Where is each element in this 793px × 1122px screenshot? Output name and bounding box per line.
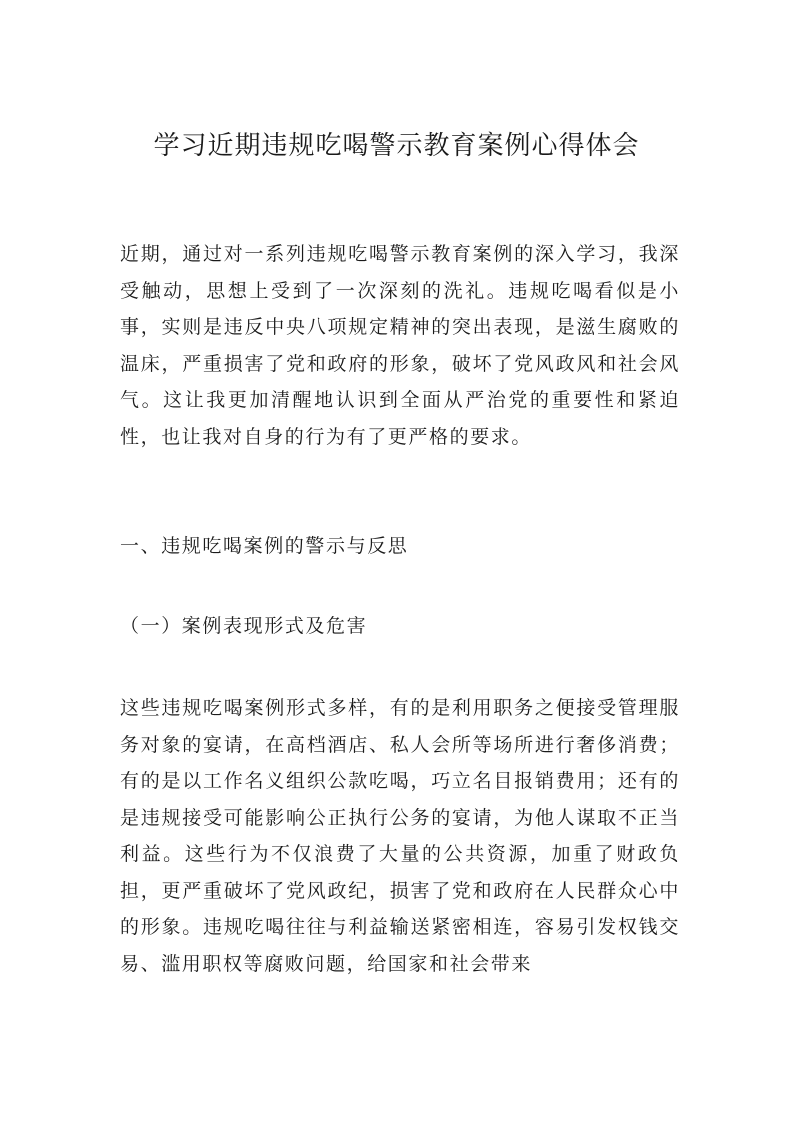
subsection-heading: （一）案例表现形式及危害 — [120, 615, 368, 637]
subsection-paragraph: 这些违规吃喝案例形式多样，有的是利用职务之便接受管理服务对象的宴请，在高档酒店、私人会所等场所进行奢侈消费；有的是以工作名义组织公款吃喝，巧立名目报销费用；还有的是违规接受可能影响公正执行公务的宴请，为他人谋取不正当利益。这些行为不仅浪费了大量的公共资源，加重了财政负担，更严重破坏了党风政纪，损害了党和政府在人民群众心中的形象。违规吃喝往往与利益输送紧密相连，容易引发权钱交易、滥用职权等腐败问题，给国家和社会带来 — [120, 697, 680, 975]
intro-paragraph: 近期，通过对一系列违规吃喝警示教育案例的深入学习，我深受触动，思想上受到了一次深刻的洗礼。违规吃喝看似是小事，实则是违反中央八项规定精神的突出表现，是滋生腐败的温床，严重损害了党和政府的形象，破坏了党风政风和社会风气。这让我更加清醒地认识到全面从严治党的重要性和紧迫性，也让我对自身的行为有了更严格的要求。 — [120, 243, 680, 448]
section-heading: 一、违规吃喝案例的警示与反思 — [120, 535, 409, 557]
document-title: 学习近期违规吃喝警示教育案例心得体会 — [153, 131, 640, 161]
